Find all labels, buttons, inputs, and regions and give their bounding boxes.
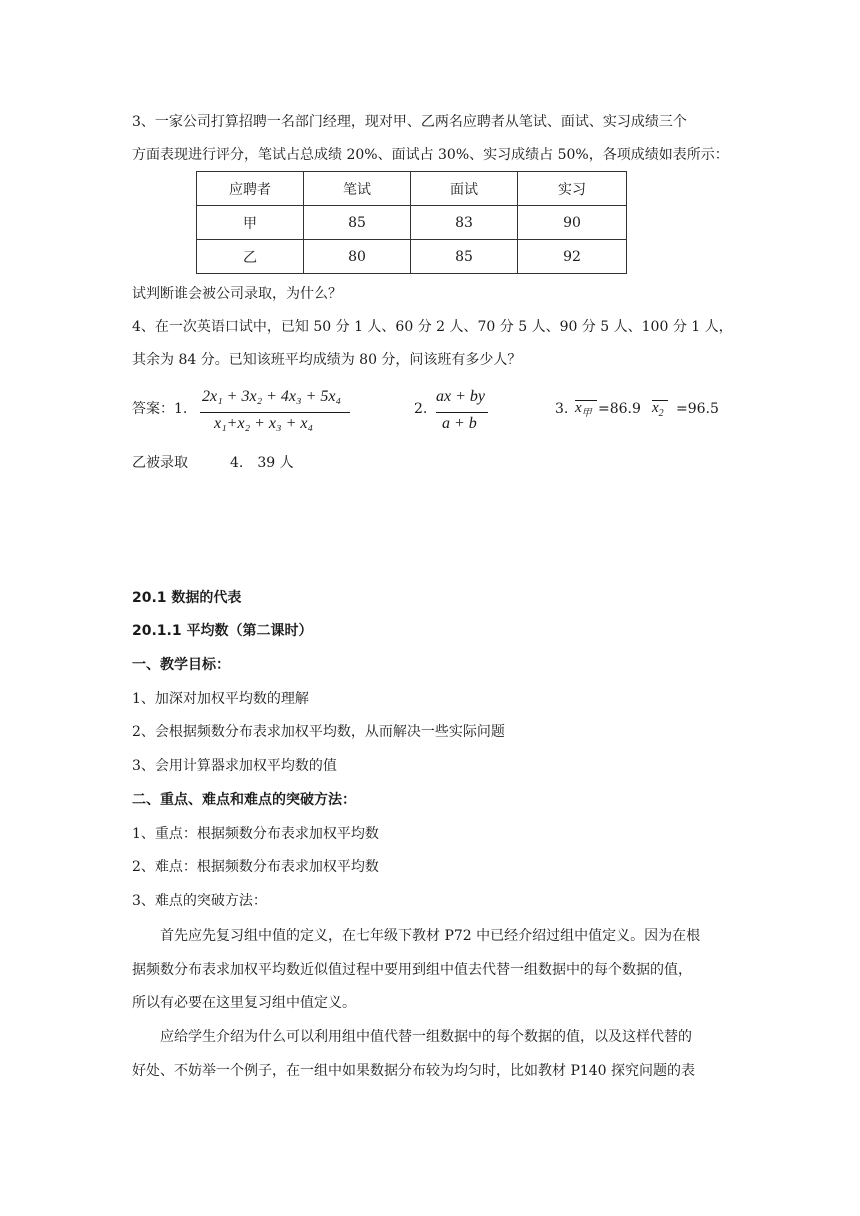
fraction-denominator: x₁+x₂ + x₃ + x₄	[214, 415, 314, 432]
table-header-row	[197, 172, 627, 206]
answer-2-label: 2.	[414, 401, 428, 417]
fraction-numerator: ax + by	[436, 388, 485, 405]
answer-3-label: 3.	[555, 401, 569, 417]
list-item: 2、会根据频数分布表求加权平均数，从而解决一些实际问题	[132, 724, 505, 740]
paragraph-line: 首先应先复习组中值的定义，在七年级下教材 P72 中已经介绍过组中值定义。因为在根	[160, 928, 701, 944]
fraction-bar	[436, 412, 488, 413]
answer-3-value-1: =86.9	[598, 401, 641, 417]
table-cell: 85	[411, 240, 518, 274]
table-cell: 80	[304, 240, 411, 274]
table-header-cell: 应聘者	[197, 172, 304, 206]
table-header-cell: 笔试	[304, 172, 411, 206]
table-cell: 甲	[197, 206, 304, 240]
mean-subscript: 2	[658, 408, 664, 419]
paragraph-line: 好处、不妨举一个例子，在一组中如果数据分布较为均匀时，比如教材 P140 探究问题的表	[132, 1063, 696, 1079]
section-title: 20.1 数据的代表	[132, 590, 242, 606]
mean-symbol-x: $x_甲$	[575, 400, 592, 419]
fraction-numerator: 2x₁ + 3x₂ + 4x₃ + 5x₄	[202, 388, 342, 405]
table-header-cell: 实习	[518, 172, 627, 206]
q3-line-2: 方面表现进行评分，笔试占总成绩 20%、面试占 30%、实习成绩占 50%，各项成绩如表所示：	[132, 147, 729, 163]
table-row	[197, 240, 627, 274]
fraction-denominator: a + b	[442, 415, 477, 432]
table-cell: 83	[411, 206, 518, 240]
paragraph-line: 应给学生介绍为什么可以利用组中值代替一组数据中的每个数据的值，以及这样代替的	[160, 1029, 692, 1045]
table-header-cell: 面试	[411, 172, 518, 206]
score-table	[196, 171, 627, 274]
q3-line-1: 3、一家公司打算招聘一名部门经理，现对甲、乙两名应聘者从笔试、面试、实习成绩三个	[132, 114, 687, 130]
section-subtitle: 20.1.1 平均数（第二课时）	[132, 623, 313, 639]
q4-line-1: 4、在一次英语口试中，已知 50 分 1 人、60 分 2 人、70 分 5 人、90 分 5 人、100 分 1 人，	[132, 319, 733, 335]
answers-line-2: 乙被录取 4. 39 人	[132, 455, 294, 471]
list-item: 3、会用计算器求加权平均数的值	[132, 758, 337, 774]
key-heading: 二、重点、难点和难点的突破方法：	[132, 792, 356, 808]
table-cell: 乙	[197, 240, 304, 274]
table-cell: 92	[518, 240, 627, 274]
paragraph-line: 所以有必要在这里复习组中值定义。	[132, 995, 356, 1011]
paragraph-line: 据频数分布表求加权平均数近似值过程中要用到组中值去代替一组数据中的每个数据的值，	[132, 962, 692, 978]
q3-question: 试判断谁会被公司录取，为什么？	[132, 286, 342, 302]
q4-line-2: 其余为 84 分。已知该班平均成绩为 80 分，问该班有多少人？	[132, 352, 522, 368]
answer-3-value-2: =96.5	[676, 401, 719, 417]
list-item: 2、难点：根据频数分布表求加权平均数	[132, 859, 379, 875]
table-cell: 85	[304, 206, 411, 240]
list-item: 3、难点的突破方法：	[132, 893, 267, 909]
mean-subscript: 甲	[581, 408, 592, 419]
answers-label: 答案：1.	[132, 401, 188, 417]
goals-heading: 一、教学目标：	[132, 657, 230, 673]
fraction-bar	[200, 412, 350, 413]
mean-symbol-x: $x_2$	[652, 400, 664, 419]
list-item: 1、加深对加权平均数的理解	[132, 691, 309, 707]
table-cell: 90	[518, 206, 627, 240]
table-row	[197, 206, 627, 240]
list-item: 1、重点：根据频数分布表求加权平均数	[132, 826, 379, 842]
